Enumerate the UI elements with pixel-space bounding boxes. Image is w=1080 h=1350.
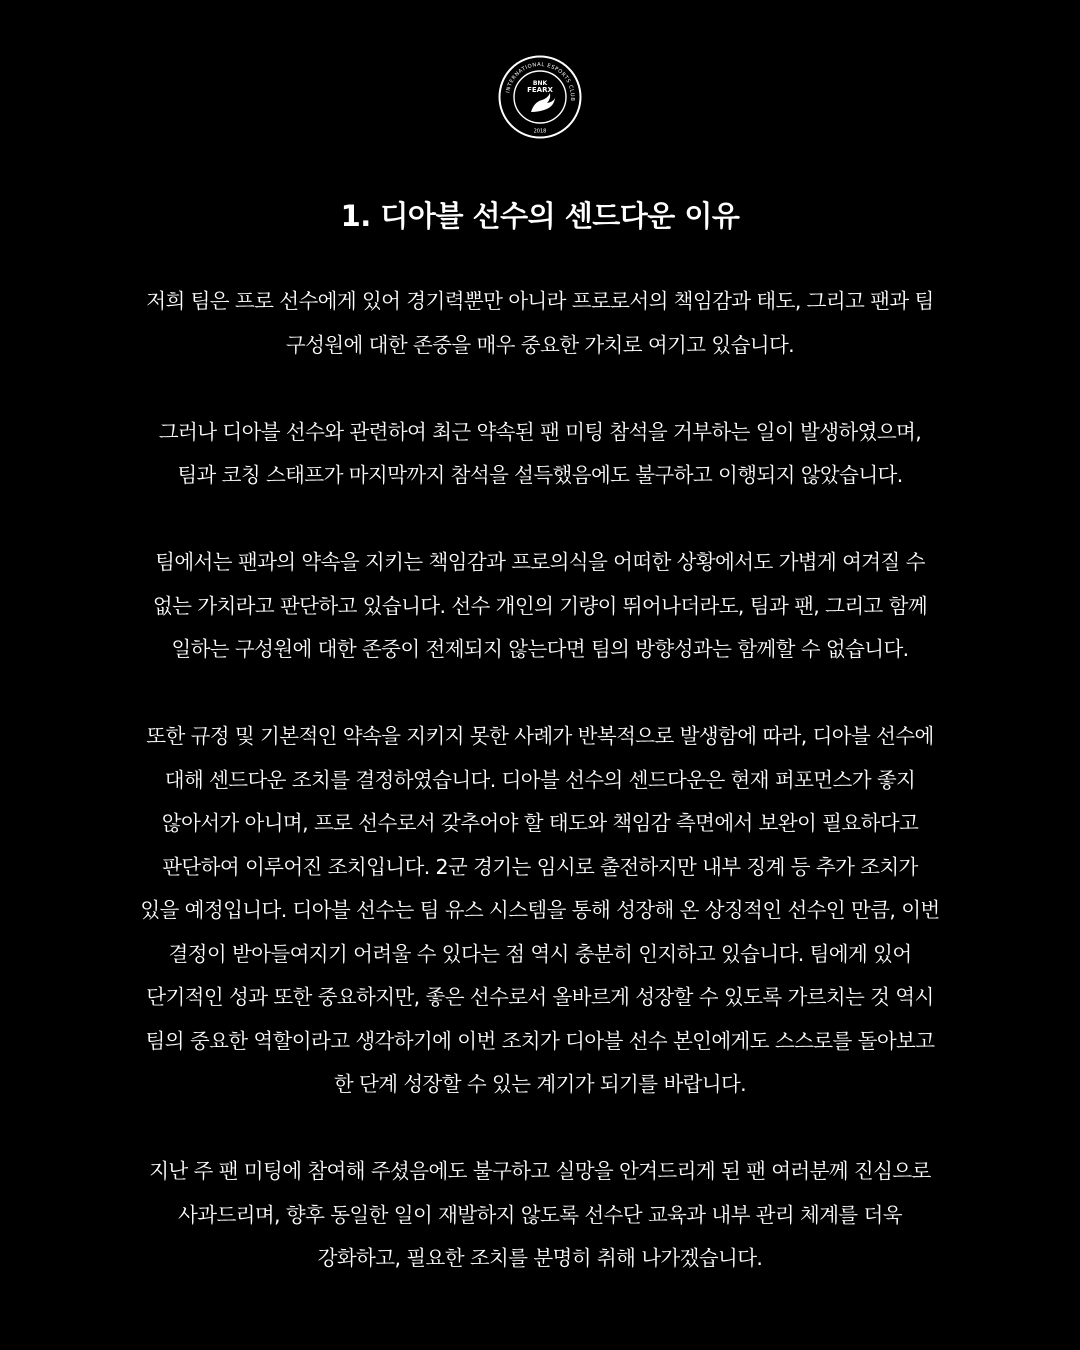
text-line: 팀에서는 팬과의 약속을 지키는 책임감과 프로의식을 어떠한 상황에서도 가볍게 여겨질 수: [155, 550, 925, 574]
paragraph-3: [60, 541, 1020, 672]
text-line: 또한 규정 및 기본적인 약속을 지키지 못한 사례가 반복적으로 발생함에 따라, 디아블 선수에: [146, 724, 934, 748]
text-line: 일하는 구성원에 대한 존중이 전제되지 않는다면 팀의 방향성과는 함께할 수 없습니다.: [171, 637, 909, 661]
paragraph-1: [60, 280, 1020, 367]
logo-year: 2018: [533, 128, 547, 135]
text-line: 한 단계 성장할 수 있는 계기가 되기를 바랍니다.: [333, 1072, 747, 1096]
team-logo-icon: [498, 55, 582, 139]
page-title: 1. 디아블 선수의 센드다운 이유: [340, 199, 740, 233]
text-line: 지난 주 팬 미팅에 참여해 주셨음에도 불구하고 실망을 안겨드리게 된 팬 여러분께 진심으로: [149, 1159, 931, 1183]
text-line: 저희 팀은 프로 선수에게 있어 경기력뿐만 아니라 프로로서의 책임감과 태도, 그리고 팬과 팀: [146, 289, 934, 313]
logo-rabbit-icon: [531, 93, 555, 112]
text-line: 사과드리며, 향후 동일한 일이 재발하지 않도록 선수단 교육과 내부 관리 체계를 더욱: [178, 1202, 902, 1227]
paragraph-4: [60, 715, 1020, 1107]
text-line: 않아서가 아니며, 프로 선수로서 갖추어야 할 태도와 책임감 측면에서 보완이 필요하다고: [161, 811, 919, 835]
paragraph-5: [60, 1150, 1020, 1281]
text-line: 판단하여 이루어진 조치입니다. 2군 경기는 임시로 출전하지만 내부 징계 등 추가 조치가: [162, 854, 918, 879]
text-line: 있을 예정입니다. 디아블 선수는 팀 유스 시스템을 통해 성장해 온 상징적인 선수인 만큼, 이번: [140, 898, 940, 922]
logo-ring-text: INTERNATIONAL ESPORTS CLUB: [505, 61, 576, 102]
text-line: 대해 센드다운 조치를 결정하였습니다. 디아블 선수의 센드다운은 현재 퍼포먼스가 좋지: [164, 767, 916, 792]
logo-brand-bottom: FEARX: [527, 86, 553, 94]
text-line: 없는 가치라고 판단하고 있습니다. 선수 개인의 기량이 뛰어나더라도, 팀과 팬, 그리고 함께: [152, 593, 928, 618]
text-line: 단기적인 성과 또한 중요하지만, 좋은 선수로서 올바르게 성장할 수 있도록 가르치는 것 역시: [146, 985, 934, 1009]
paragraph-2: [60, 411, 1020, 498]
text-line: 구성원에 대한 존중을 매우 중요한 가치로 여기고 있습니다.: [285, 332, 795, 357]
text-line: 팀의 중요한 역할이라고 생각하기에 이번 조치가 디아블 선수 본인에게도 스스로를 돌아보고: [145, 1028, 935, 1053]
text-line: 강화하고, 필요한 조치를 분명히 취해 나가겠습니다.: [317, 1246, 763, 1270]
statement-body: [60, 280, 1020, 1281]
text-line: 팀과 코칭 스태프가 마지막까지 참석을 설득했음에도 불구하고 이행되지 않았습니다.: [177, 463, 903, 487]
text-line: 결정이 받아들여지기 어려울 수 있다는 점 역시 충분히 인지하고 있습니다. 팀에게 있어: [168, 941, 912, 966]
logo-brand-top: BNK: [532, 80, 548, 87]
text-line: 그러나 디아블 선수와 관련하여 최근 약속된 팬 미팅 참석을 거부하는 일이 발생하였으며,: [158, 419, 922, 444]
